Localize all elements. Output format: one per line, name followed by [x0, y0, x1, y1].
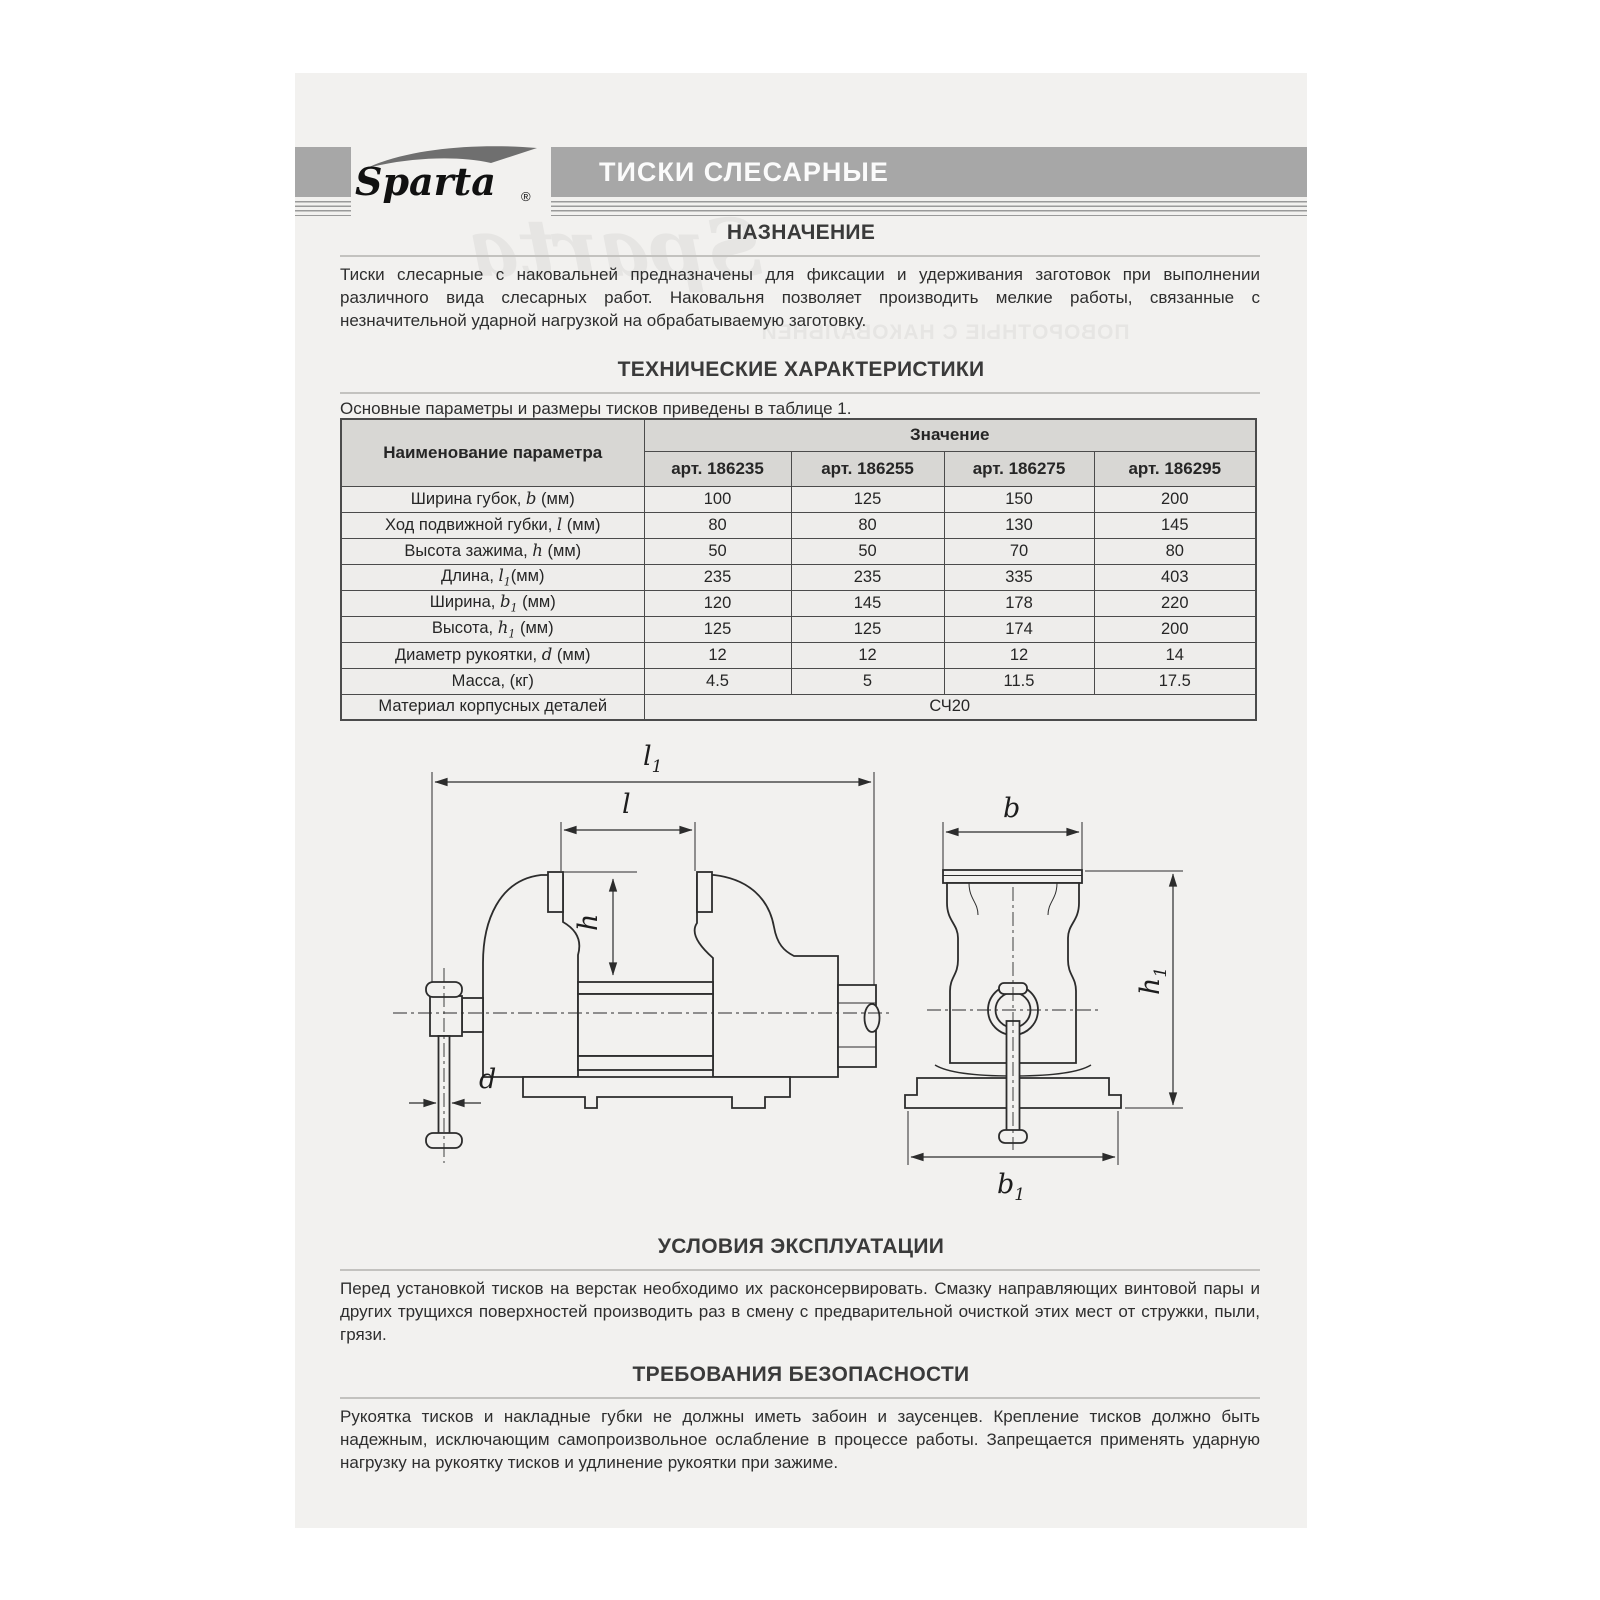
param-value: 335	[944, 564, 1094, 590]
section-heading-operating: УСЛОВИЯ ЭКСПЛУАТАЦИИ	[657, 1235, 945, 1258]
fixed-jaw	[695, 875, 838, 1077]
technical-drawing	[335, 725, 1255, 1220]
column-header: арт. 186275	[944, 451, 1094, 486]
param-value: 50	[791, 538, 944, 564]
material-value: СЧ20	[644, 694, 1256, 720]
logo-text: Sparta	[355, 159, 496, 204]
purpose-text: Тиски слесарные с наковальней предназначены для фиксации и удерживания заготовок при выполнении различного вида слесарных работ. Наковальня позволяет производить мелкие работы, связанные с незначительной ударной нагрузкой на обрабатываемую заготовку.	[340, 265, 1260, 330]
slide-bottom	[578, 1056, 713, 1070]
operating-text: Перед установкой тисков на верстак необходимо их расконсервировать. Смазку направляющих винтовой пары и других трущихся поверхностей производить раз в смену с предварительной очисткой этих мест от стружки, пыли, грязи.	[340, 1279, 1260, 1344]
column-header: арт. 186255	[791, 451, 944, 486]
spec-row	[341, 486, 1256, 512]
param-value: 150	[944, 486, 1094, 512]
dim-label-l: l	[622, 789, 631, 820]
section-divider	[340, 255, 1260, 257]
value-group-header: Значение	[644, 419, 1256, 451]
section-heading-specs: ТЕХНИЧЕСКИЕ ХАРАКТЕРИСТИКИ	[617, 358, 985, 381]
header-stripes-left	[295, 201, 351, 216]
section-heading-safety: ТРЕБОВАНИЯ БЕЗОПАСНОСТИ	[632, 1363, 970, 1386]
param-value: 80	[644, 512, 791, 538]
param-label: Ширина, $b_1$ (мм)	[341, 590, 644, 616]
param-value: 125	[644, 616, 791, 642]
safety-text: Рукоятка тисков и накладные губки не должны иметь забоин и заусенцев. Крепление тисков должно быть надежным, исключающим самопроизвольное ослабление в процессе работы. Запрещается применять ударную нагрузку на рукоятку тисков и удлинение рукоятки при зажиме.	[340, 1407, 1260, 1472]
param-label: Масса, (кг)	[341, 668, 644, 694]
side-base	[523, 1077, 790, 1108]
param-value: 200	[1094, 616, 1256, 642]
screw-housing	[578, 994, 713, 1056]
ghost-back-title: ПОВОРОТНЫЕ С НАКОВАЛЬНЕЙ	[760, 321, 1130, 344]
param-value: 14	[1094, 642, 1256, 668]
param-value: 12	[644, 642, 791, 668]
screw-collar	[462, 998, 483, 1032]
spec-table-body	[341, 486, 1256, 720]
bracket-bolt	[865, 1004, 880, 1032]
param-value: 125	[791, 486, 944, 512]
param-value: 125	[791, 616, 944, 642]
column-header: арт. 186235	[644, 451, 791, 486]
spec-row	[341, 512, 1256, 538]
spec-row	[341, 564, 1256, 590]
param-value: 80	[791, 512, 944, 538]
param-value: 70	[944, 538, 1094, 564]
material-row	[341, 694, 1256, 720]
spec-row	[341, 538, 1256, 564]
param-value: 12	[791, 642, 944, 668]
param-value: 50	[644, 538, 791, 564]
column-header: арт. 186295	[1094, 451, 1256, 486]
spec-row	[341, 590, 1256, 616]
logo-reg-mark: ®	[521, 189, 531, 204]
spec-table-wrap	[340, 418, 1257, 721]
param-label: Высота, $h_1$ (мм)	[341, 616, 644, 642]
specs-intro-text: Основные параметры и размеры тисков приведены в таблице 1.	[340, 399, 852, 418]
section-divider	[340, 1269, 1260, 1271]
param-value: 12	[944, 642, 1094, 668]
param-value: 100	[644, 486, 791, 512]
spec-table	[340, 418, 1257, 721]
param-value: 235	[791, 564, 944, 590]
param-value: 4.5	[644, 668, 791, 694]
param-value: 200	[1094, 486, 1256, 512]
dim-label-b1: $b_1$	[997, 1169, 1026, 1205]
movable-jaw	[483, 875, 579, 1077]
material-label: Материал корпусных деталей	[341, 694, 644, 720]
param-label: Ширина губок, b (мм)	[341, 486, 644, 512]
sparta-logo	[351, 143, 551, 207]
section-divider	[340, 392, 1260, 394]
param-value: 145	[1094, 512, 1256, 538]
side-view	[393, 741, 891, 1163]
front-view	[905, 793, 1183, 1205]
param-value: 235	[644, 564, 791, 590]
param-value: 80	[1094, 538, 1256, 564]
spec-row	[341, 616, 1256, 642]
param-label: Ход подвижной губки, l (мм)	[341, 512, 644, 538]
param-value: 130	[944, 512, 1094, 538]
param-value: 403	[1094, 564, 1256, 590]
front-jaw-plate	[943, 870, 1082, 883]
param-value: 17.5	[1094, 668, 1256, 694]
section-divider	[340, 1397, 1260, 1399]
dim-label-b: b	[1003, 793, 1021, 824]
param-value: 11.5	[944, 668, 1094, 694]
param-label: Высота зажима, h (мм)	[341, 538, 644, 564]
param-value: 120	[644, 590, 791, 616]
manual-page	[295, 73, 1307, 1528]
header-stripes-right	[551, 201, 1307, 216]
param-label: Длина, $l_1(мм)$	[341, 564, 644, 590]
section-heading-purpose: НАЗНАЧЕНИЕ	[726, 221, 876, 244]
dim-label-l1: $l_1$	[643, 741, 663, 777]
page-title: ТИСКИ СЛЕСАРНЫЕ	[599, 157, 889, 187]
dim-label-h1: $h_1$	[1135, 966, 1171, 995]
dim-label-h: h	[573, 913, 604, 931]
param-value: 174	[944, 616, 1094, 642]
slide-plate	[578, 982, 713, 994]
param-value: 145	[791, 590, 944, 616]
param-value: 220	[1094, 590, 1256, 616]
dim-label-d: d	[479, 1064, 497, 1095]
jaw-insert-left	[548, 872, 563, 912]
header-left-block	[295, 147, 351, 197]
screw-head	[430, 996, 462, 1036]
jaw-insert-right	[697, 872, 712, 912]
header-banner	[551, 147, 1307, 197]
param-label: Диаметр рукоятки, d (мм)	[341, 642, 644, 668]
spec-row	[341, 642, 1256, 668]
param-value: 178	[944, 590, 1094, 616]
param-header-cell: Наименование параметра	[341, 419, 644, 486]
param-value: 5	[791, 668, 944, 694]
spec-row	[341, 668, 1256, 694]
